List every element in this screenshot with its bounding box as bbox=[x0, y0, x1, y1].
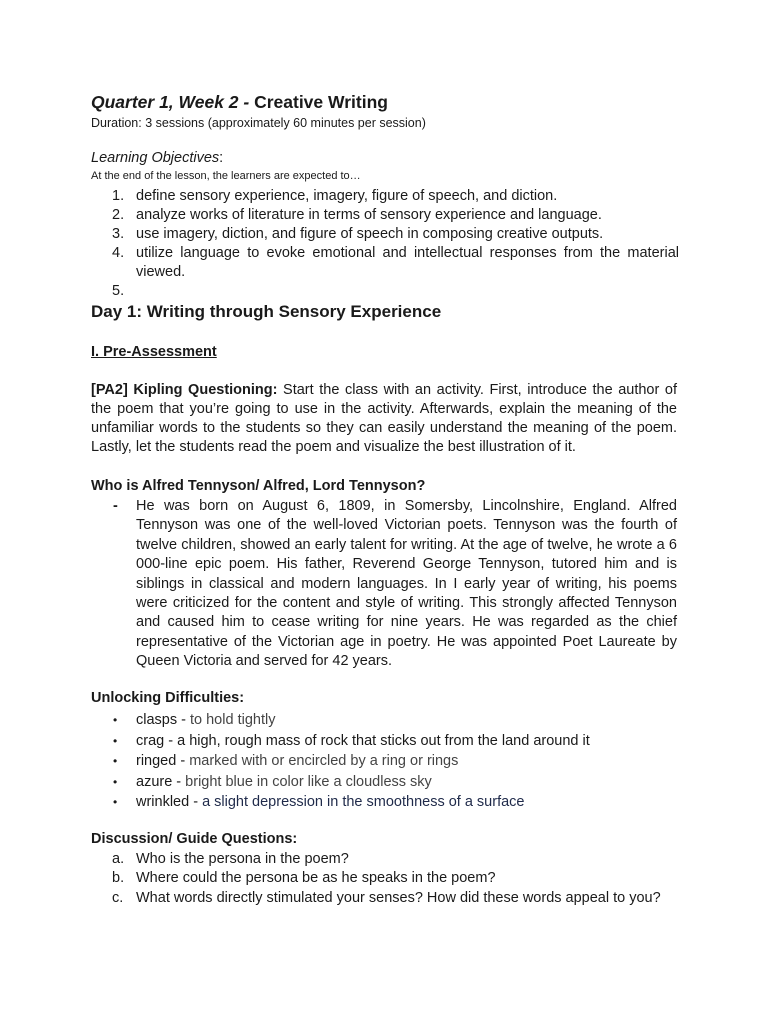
author-question: Who is Alfred Tennyson/ Alfred, Lord Tennyson? bbox=[91, 478, 426, 494]
unlocking-heading: Unlocking Difficulties: bbox=[91, 690, 245, 706]
discussion-question: What words directly stimulated your senses? How did these words appeal to you? bbox=[136, 889, 661, 906]
objectives-list bbox=[91, 187, 679, 301]
activity-text: Start the class with an activity. First, introduce the author of the poem that you’re going to use in the activity. Afterwards, explain the meaning of the unfamiliar words to the students so they can easily understand the meaning of the poem. Lastly, let the students read the poem and visualize the best illustration of it. bbox=[91, 382, 677, 455]
vocab-term: ringed bbox=[136, 753, 177, 769]
vocab-definition: a high, rough mass of rock that sticks out from the land around it bbox=[177, 732, 590, 749]
bio-text: He was born on August 6, 1809, in Somersby, Lincolnshire, England. Alfred Tennyson was one of the well-loved Victorian poets. Tennyson was the fourth of twelve children, showed an early talent for writing. At the age of twelve, he wrote a 6 000-line epic poem. His father, Reverend George Tennyson, tutored him and is siblings in classical and modern languages. In I early year of writing, his poems were criticized for the content and style of writing. This strongly affected Tennyson and caused him to cease writing for nine years. He was regarded as the chief representative of the Victorian age in poetry. He was appointed Poet Laureate by Queen Victoria and served for 42 years. bbox=[136, 498, 677, 670]
discussion-letter: b. bbox=[112, 870, 125, 887]
vocabulary-item bbox=[91, 731, 679, 752]
vocab-definition: marked with or encircled by a ring or rings bbox=[189, 753, 459, 769]
vocab-separator: - bbox=[177, 712, 190, 728]
activity-paragraph bbox=[91, 381, 677, 457]
duration-text: Duration: 3 sessions (approximately 60 minutes per session) bbox=[91, 116, 426, 130]
discussion-item bbox=[91, 889, 677, 908]
vocab-term: azure bbox=[136, 773, 173, 790]
objective-text: use imagery, diction, and figure of speech in composing creative outputs. bbox=[136, 226, 604, 242]
objective-number: 1. bbox=[112, 188, 125, 204]
objectives-intro: At the end of the lesson, the learners are expected to… bbox=[91, 170, 361, 182]
vocab-definition: to hold tightly bbox=[190, 712, 276, 728]
objective-item bbox=[91, 225, 679, 244]
objective-text bbox=[136, 283, 140, 299]
objective-item bbox=[91, 282, 679, 301]
objective-text: define sensory experience, imagery, figure of speech, and diction. bbox=[136, 188, 558, 204]
objective-item bbox=[91, 244, 679, 282]
bio-dash: - bbox=[113, 498, 118, 514]
bullet-icon: • bbox=[113, 795, 118, 809]
vocabulary-item bbox=[91, 792, 679, 813]
page-title bbox=[91, 92, 388, 113]
author-bio bbox=[91, 497, 677, 672]
bullet-icon: • bbox=[113, 713, 118, 727]
section-pre-assessment: I. Pre-Assessment bbox=[91, 344, 217, 360]
vocab-separator: - bbox=[189, 794, 203, 810]
discussion-heading: Discussion/ Guide Questions: bbox=[91, 831, 298, 847]
discussion-question: Where could the persona be as he speaks in the poem? bbox=[136, 870, 496, 887]
objective-number: 3. bbox=[112, 226, 125, 242]
discussion-list bbox=[91, 850, 677, 908]
vocabulary-item bbox=[91, 710, 679, 731]
objectives-heading-text: Learning Objectives bbox=[91, 150, 220, 166]
discussion-letter: a. bbox=[112, 851, 125, 867]
vocab-definition: bright blue in color like a cloudless sky bbox=[185, 773, 432, 790]
vocab-term: clasps bbox=[136, 712, 178, 728]
activity-label: [PA2] Kipling Questioning: bbox=[91, 382, 278, 398]
vocabulary-item bbox=[91, 751, 679, 772]
objective-text: utilize language to evoke emotional and intellectual responses from the material viewed. bbox=[136, 245, 679, 280]
vocab-separator: - bbox=[176, 753, 190, 769]
objective-number: 4. bbox=[112, 245, 125, 261]
objective-text: analyze works of literature in terms of sensory experience and language. bbox=[136, 207, 602, 223]
bullet-icon: • bbox=[113, 754, 118, 768]
title-quarter-week: Quarter 1, Week 2 - bbox=[91, 92, 250, 112]
objective-number: 2. bbox=[112, 207, 125, 223]
title-subject: Creative Writing bbox=[249, 92, 388, 112]
objectives-heading bbox=[91, 150, 223, 166]
vocab-separator: - bbox=[172, 773, 186, 790]
vocabulary-item bbox=[91, 772, 679, 793]
objective-item bbox=[91, 206, 679, 225]
vocab-term: crag bbox=[136, 732, 165, 749]
discussion-question: Who is the persona in the poem? bbox=[136, 851, 349, 867]
discussion-letter: c. bbox=[112, 889, 124, 906]
vocabulary-list bbox=[91, 710, 679, 813]
objective-item bbox=[91, 187, 679, 206]
objective-number: 5. bbox=[112, 283, 125, 299]
day1-title: Day 1: Writing through Sensory Experience bbox=[91, 302, 442, 321]
vocab-definition: a slight depression in the smoothness of a surface bbox=[202, 794, 525, 810]
bullet-icon: • bbox=[113, 733, 118, 748]
vocab-term: wrinkled bbox=[136, 794, 190, 810]
objectives-heading-colon: : bbox=[219, 150, 224, 166]
bullet-icon: • bbox=[113, 774, 118, 789]
discussion-item bbox=[91, 869, 677, 888]
discussion-item bbox=[91, 850, 677, 869]
vocab-separator: - bbox=[164, 732, 178, 749]
